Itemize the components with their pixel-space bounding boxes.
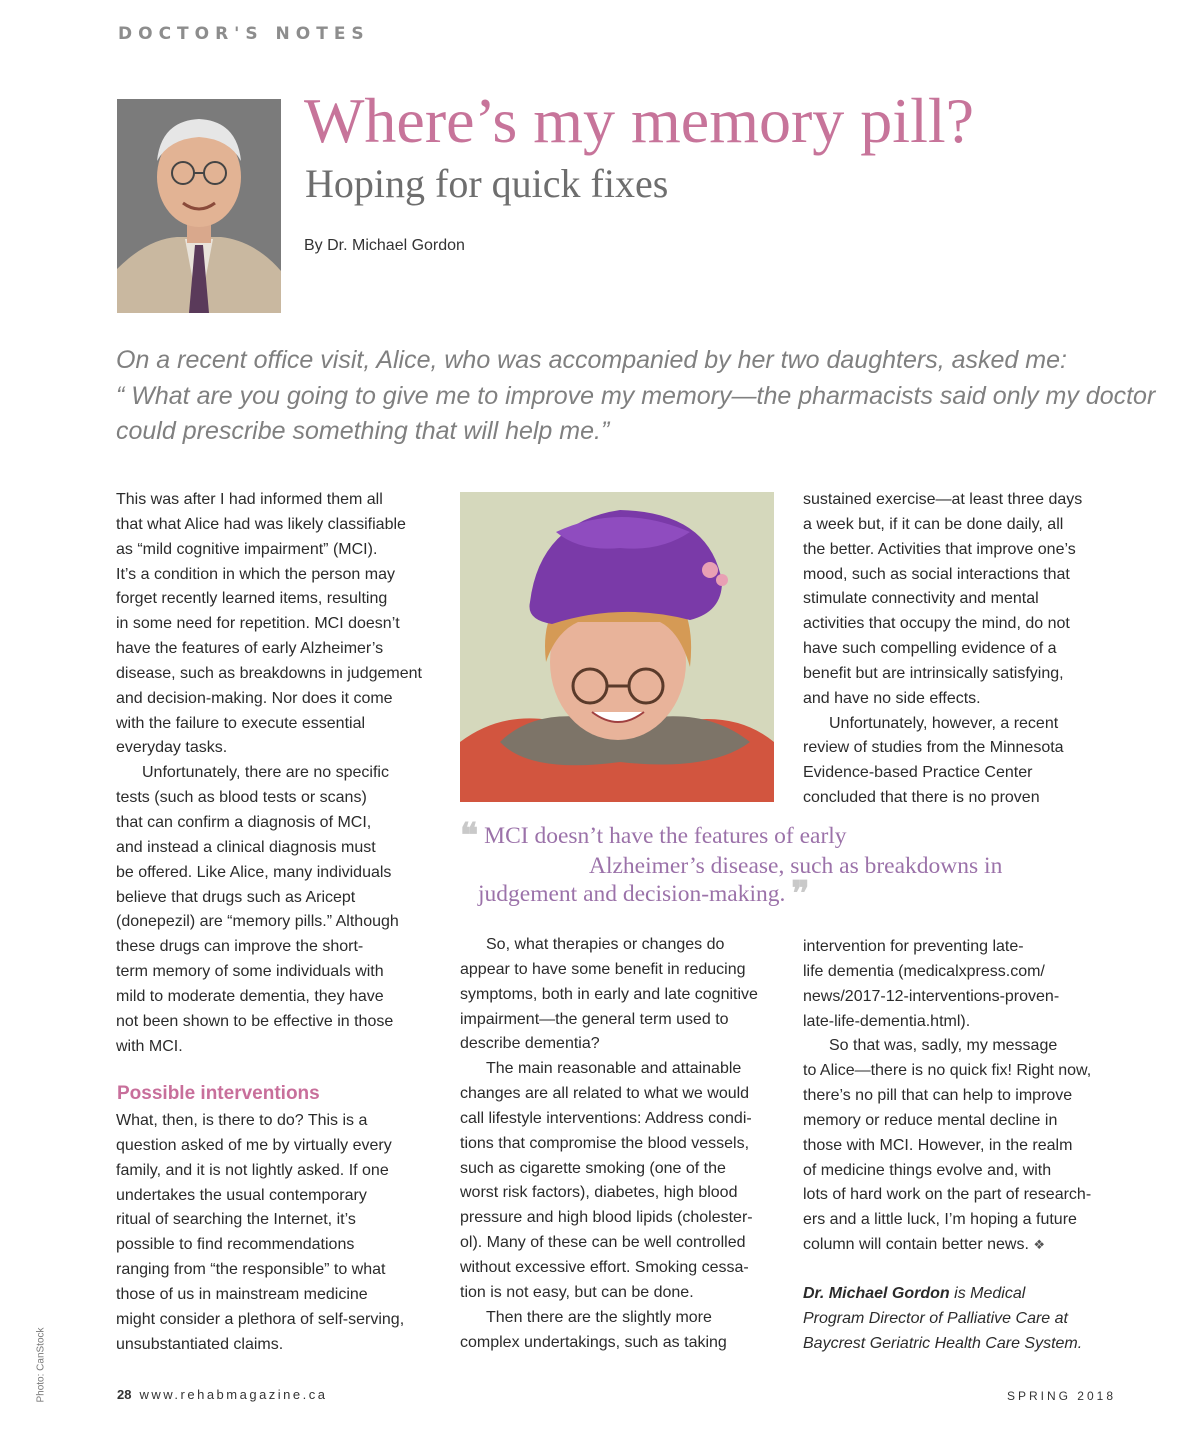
text-line: tests (such as blood tests or scans) [116,789,367,807]
close-quote-icon: ❞ [791,876,810,913]
text-line: intervention for preventing late- [803,938,1024,955]
website-link[interactable]: www.rehabmagazine.ca [139,1387,328,1402]
intro-paragraph [116,343,1156,450]
text-line: possible to find recommendations [116,1236,355,1254]
text-line: of medicine things evolve and, with [803,1161,1052,1179]
bio-line-3: Baycrest Geriatric Health Care System. [803,1334,1083,1352]
text-line: benefit but are intrinsically satisfying, [803,664,1064,682]
intro-line: “ What are you going to give me to improve my memory—the pharmacists said only my doctor [116,381,1156,410]
text-line: a week but, if it can be done daily, all [803,515,1064,533]
text-line: everyday tasks. [116,739,228,757]
text-line: review of studies from the Minnesota [803,739,1064,757]
text-line: worst risk factors), diabetes, high blood [460,1184,738,1202]
bio-line-2: Program Director of Palliative Care at [803,1309,1068,1327]
text-line: What, then, is there to do? This is a [116,1112,368,1129]
text-line: So, what therapies or changes do [486,936,725,953]
page-footer [117,1387,328,1402]
pull-quote-line-1: ❝ MCI doesn’t have the features of early [460,818,847,855]
text-line: those with MCI. However, in the realm [803,1136,1073,1154]
text-line: mild to moderate dementia, they have [116,987,384,1005]
text-line: those of us in mainstream medicine [116,1285,368,1303]
text-line: and decision-making. Nor does it come [116,689,393,707]
text-line: that what Alice had was likely classifiable [116,515,406,533]
column-3-bottom-text [803,935,1091,1258]
text-line: with the failure to execute essential [116,714,366,732]
text-line: describe dementia? [460,1035,600,1053]
text-line: complex undertakings, such as taking [460,1333,727,1351]
text-line: Then there are the slightly more [486,1308,712,1326]
section-subhead: Possible interventions [117,1083,320,1104]
text-line: and instead a clinical diagnosis must [116,838,376,856]
open-quote-icon: ❝ [460,818,479,855]
column-1-text [116,488,422,1059]
feature-photo [460,492,774,802]
text-line: concluded that there is no proven [803,789,1040,807]
text-line: be offered. Like Alice, many individuals [116,863,392,881]
text-line: ol). Many of these can be well controlled [460,1234,746,1252]
section-label: DOCTOR'S NOTES [118,24,370,44]
text-line: mood, such as social interactions that [803,565,1070,583]
text-line: these drugs can improve the short- [116,938,364,956]
text-line: appear to have some benefit in reducing [460,960,746,978]
text-line: have such compelling evidence of a [803,640,1057,658]
text-line: activities that occupy the mind, do not [803,615,1070,633]
text-line: sustained exercise—at least three days [803,491,1083,508]
text-line: ers and a little luck, I’m hoping a future [803,1211,1077,1229]
text-line: late-life-dementia.html). [803,1012,971,1030]
column-1b-text [116,1109,404,1357]
article-title: Where’s my memory pill? [304,85,975,156]
text-line: there’s no pill that can help to improve [803,1087,1073,1105]
author-portrait-image [117,99,281,313]
text-line: symptoms, both in early and late cognitive [460,985,758,1003]
author-photo [117,99,281,313]
text-line: lots of hard work on the part of research- [803,1186,1092,1204]
bio-line-1: Dr. Michael Gordon is Medical [803,1285,1026,1302]
photo-credit: Photo: CanStock [35,1327,47,1403]
text-line: without excessive effort. Smoking cessa- [460,1258,749,1276]
text-line: Evidence-based Practice Center [803,764,1033,782]
intro-line: could prescribe something that will help me.” [116,417,610,445]
text-line: This was after I had informed them all [116,491,383,508]
text-line: as “mild cognitive impairment” (MCI). [116,540,378,558]
text-line: ritual of searching the Internet, it’s [116,1211,356,1229]
article-subtitle: Hoping for quick fixes [305,161,669,206]
text-line: tions that compromise the blood vessels, [460,1134,750,1152]
text-line: question asked of me by virtually every [116,1136,392,1154]
text-line: forget recently learned items, resulting [116,590,388,608]
text-line: to Alice—there is no quick fix! Right now, [803,1062,1092,1080]
text-line: in some need for repetition. MCI doesn’t [116,615,400,633]
column-2-text [460,933,758,1355]
text-line: disease, such as breakdowns in judgement [116,664,422,682]
text-line: memory or reduce mental decline in [803,1111,1058,1129]
text-line: not been shown to be effective in those [116,1012,394,1030]
text-line: unsubstantiated claims. [116,1335,284,1353]
pull-quote-line-2: Alzheimer’s disease, such as breakdowns in [589,852,1003,879]
text-line: pressure and high blood lipids (cholester- [460,1209,753,1227]
text-line: call lifestyle interventions: Address condi- [460,1109,752,1127]
woman-portrait-image [460,492,774,802]
text-line: impairment—the general term used to [460,1010,729,1028]
text-line: So that was, sadly, my message [829,1037,1058,1055]
issue-label: SPRING 2018 [1006,1389,1116,1403]
column-3-top-text [803,488,1082,811]
text-line: column will contain better news. ❖ [803,1236,1045,1254]
text-line: that can confirm a diagnosis of MCI, [116,813,372,831]
text-line: with MCI. [116,1037,183,1055]
text-line: stimulate connectivity and mental [803,590,1039,608]
end-mark-icon: ❖ [1033,1237,1045,1253]
pull-quote-line-3: judgement and decision-making. ❞ [478,876,810,913]
text-line: ranging from “the responsible” to what [116,1261,386,1279]
pull-quote [460,818,1060,913]
text-line: believe that drugs such as Aricept [116,888,356,906]
text-line: changes are all related to what we would [460,1085,750,1103]
text-line: term memory of some individuals with [116,963,384,981]
author-bio [803,1282,1082,1357]
text-line: have the features of early Alzheimer’s [116,640,384,658]
page-number: 28 [117,1387,132,1402]
text-line: Unfortunately, there are no specific [142,764,389,782]
text-line: news/2017-12-interventions-proven- [803,987,1060,1005]
text-line: It’s a condition in which the person may [116,565,395,583]
text-line: the better. Activities that improve one’s [803,540,1076,558]
text-line: Unfortunately, however, a recent [829,714,1059,732]
text-line: and have no side effects. [803,689,981,707]
text-line: The main reasonable and attainable [486,1060,742,1078]
text-line: undertakes the usual contemporary [116,1186,367,1204]
bio-author-name: Dr. Michael Gordon [803,1285,950,1302]
text-line: life dementia (medicalxpress.com/ [803,962,1045,980]
text-line: might consider a plethora of self-serving, [116,1310,405,1328]
intro-line: On a recent office visit, Alice, who was accompanied by her two daughters, asked me: [116,346,1067,374]
text-line: family, and it is not lightly asked. If one [116,1161,389,1179]
text-line: tion is not easy, but can be done. [460,1283,694,1301]
byline: By Dr. Michael Gordon [304,237,465,254]
text-line: (donepezil) are “memory pills.” Although [116,913,399,931]
text-line: such as cigarette smoking (one of the [460,1159,726,1177]
